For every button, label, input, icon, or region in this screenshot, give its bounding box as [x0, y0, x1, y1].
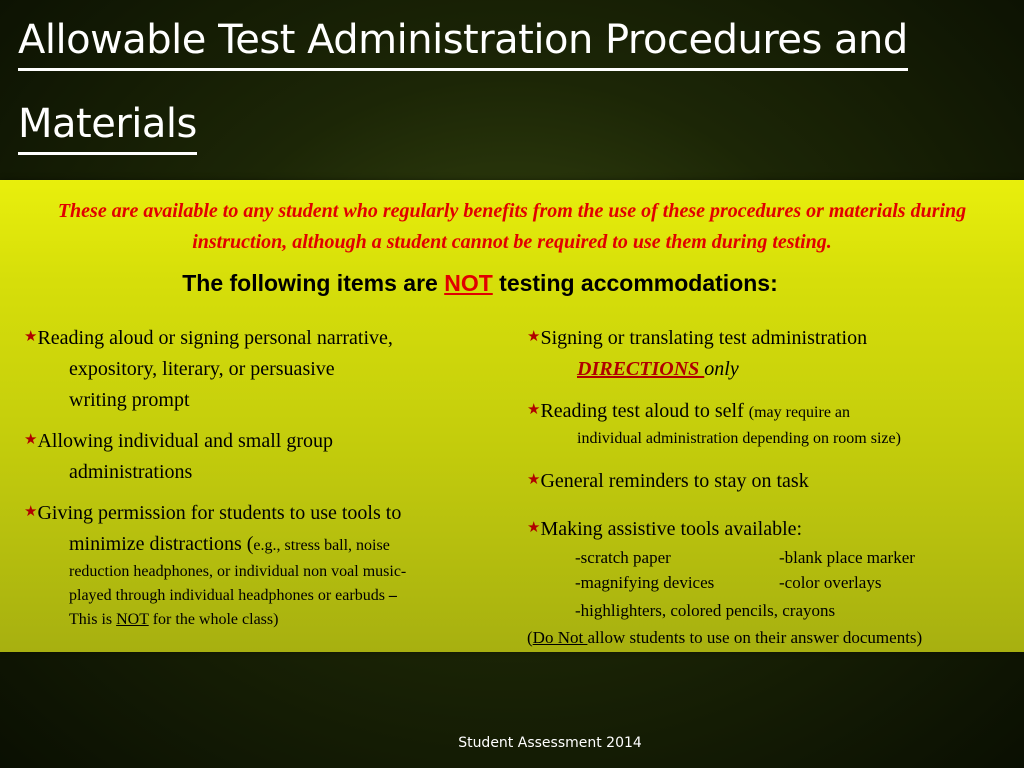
item-note: for the whole class)	[148, 611, 279, 628]
tools-list	[527, 545, 1017, 595]
tool-item: -color overlays	[779, 573, 882, 592]
item-text: only	[704, 358, 739, 380]
directions-emphasis: DIRECTIONS	[577, 358, 705, 380]
star-bullet-icon: ★	[527, 472, 541, 488]
tool-item: -highlighters, colored pencils, crayons	[575, 601, 836, 620]
slide-title-line-2: Materials	[18, 100, 197, 155]
note-paren: (	[527, 628, 533, 647]
right-column	[527, 322, 1017, 650]
star-bullet-icon: ★	[527, 402, 541, 418]
star-bullet-icon: ★	[527, 520, 541, 536]
item-text: Reading aloud or signing personal narrative,	[37, 327, 393, 349]
list-item	[527, 395, 1017, 451]
item-note: This is	[69, 611, 117, 628]
item-note: e.g., stress ball, noise	[253, 537, 390, 554]
item-note: allow students to use on their answer documents)	[587, 628, 923, 647]
item-note: individual administration depending on room size)	[577, 430, 901, 447]
star-bullet-icon: ★	[24, 432, 38, 448]
not-underlined: NOT	[116, 611, 149, 628]
subheading	[0, 270, 960, 297]
subheading-text-end: testing accommodations	[492, 270, 771, 296]
star-bullet-icon: ★	[24, 504, 38, 520]
subheading-text: The following items are	[182, 270, 445, 296]
item-text: General reminders to stay on task	[540, 470, 809, 492]
list-item	[527, 465, 1017, 497]
do-not-underlined: Do Not	[532, 628, 588, 647]
intro-statement: These are available to any student who regularly benefits from the use of these procedures or materials during instruction, although a student cannot be required to use them during testing.	[57, 200, 967, 253]
subheading-colon: :	[770, 270, 778, 296]
item-text: expository, literary, or persuasive	[69, 358, 335, 380]
left-column	[24, 322, 514, 632]
not-emphasis: NOT	[444, 270, 493, 296]
item-text: Signing or translating test administration	[540, 327, 868, 349]
list-item	[527, 322, 1017, 385]
footer-text: Student Assessment 2014	[458, 735, 642, 751]
item-text: administrations	[69, 461, 193, 483]
star-bullet-icon: ★	[24, 329, 38, 345]
slide-title-line-1: Allowable Test Administration Procedures and	[18, 16, 908, 71]
list-item	[24, 497, 514, 632]
item-note: (may require an	[748, 404, 851, 421]
item-text: Giving permission for students to use tools to	[37, 502, 402, 524]
list-item	[24, 425, 514, 488]
tool-item: -scratch paper	[575, 548, 671, 567]
item-text: writing prompt	[69, 389, 190, 411]
item-text: Reading test aloud to self	[540, 400, 749, 422]
dash: –	[388, 587, 397, 604]
list-item	[527, 513, 1017, 650]
item-note: reduction headphones, or individual non voal music-	[69, 563, 407, 580]
tool-item: -magnifying devices	[575, 573, 715, 592]
item-text: minimize distractions (	[69, 533, 254, 555]
item-text: Making assistive tools available:	[540, 518, 803, 540]
item-text: Allowing individual and small group	[37, 430, 333, 452]
tool-item: -blank place marker	[779, 548, 915, 567]
list-item	[24, 322, 514, 416]
item-note: played through individual headphones or earbuds	[69, 587, 389, 604]
star-bullet-icon: ★	[527, 329, 541, 345]
